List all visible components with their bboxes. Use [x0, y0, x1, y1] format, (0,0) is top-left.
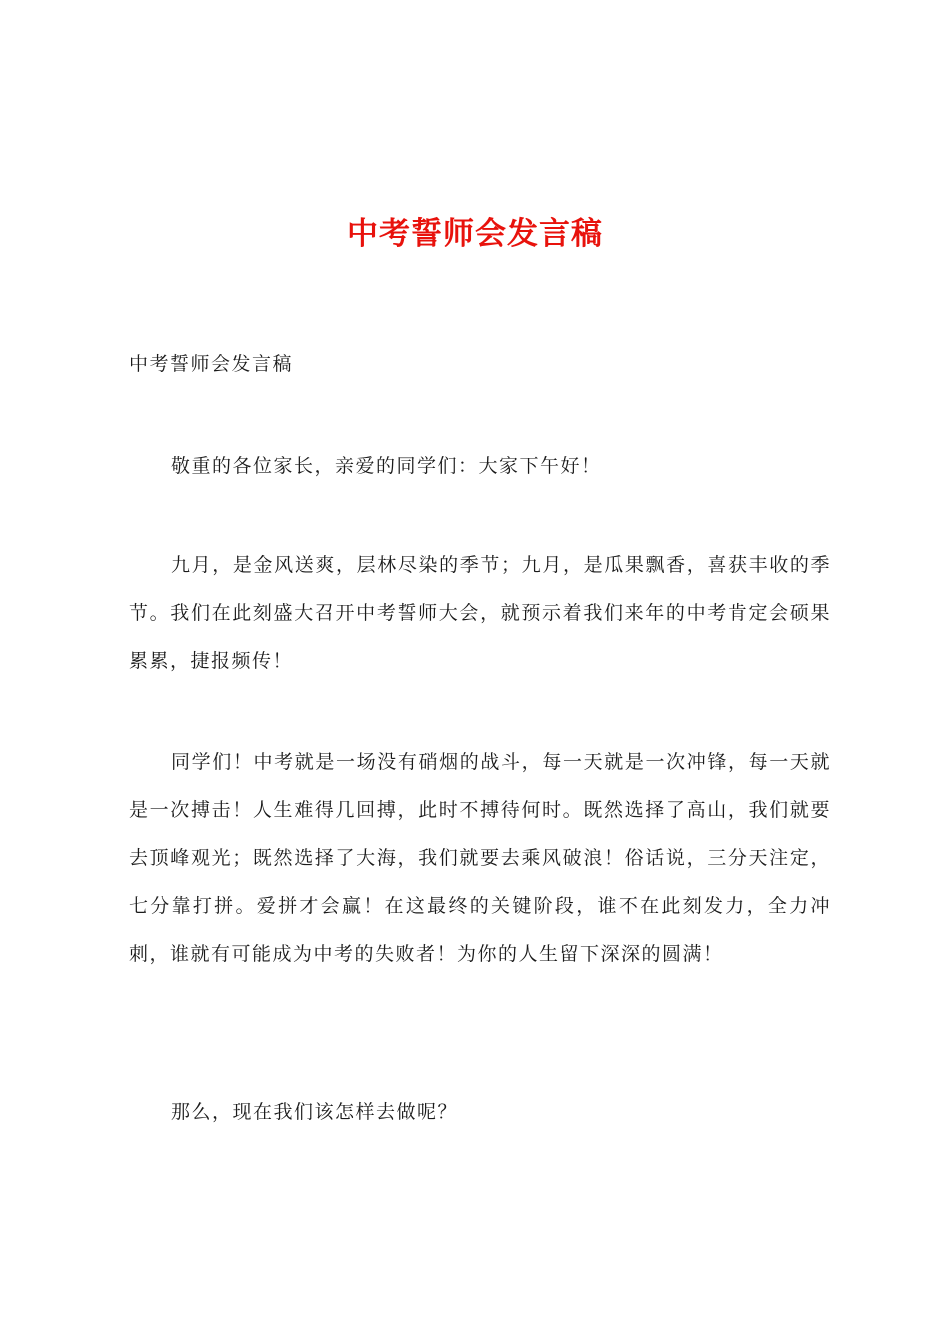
- paragraph-season: 九月，是金风送爽，层林尽染的季节；九月，是瓜果飘香，喜获丰收的季节。我们在此刻盛大召开中考誓师大会，就预示着我们来年的中考肯定会硕果累累，捷报频传！: [129, 554, 831, 672]
- document-subtitle: 中考誓师会发言稿: [129, 353, 294, 375]
- paragraph-battle: 同学们！中考就是一场没有硝烟的战斗，每一天就是一次冲锋，每一天就是一次搏击！人生难得几回搏，此时不搏待何时。既然选择了高山，我们就要去顶峰观光；既然选择了大海，我们就要去乘风破浪！俗话说，三分天注定，七分靠打拼。爱拼才会赢！在这最终的关键阶段，谁不在此刻发力，全力冲刺，谁就有可能成为中考的失败者！为你的人生留下深深的圆满！: [129, 751, 831, 965]
- paragraph-greeting: 敬重的各位家长，亲爱的同学们：大家下午好！: [171, 455, 602, 477]
- page-title: 中考誓师会发言稿: [347, 216, 603, 252]
- paragraph-question: 那么，现在我们该怎样去做呢？: [171, 1101, 459, 1123]
